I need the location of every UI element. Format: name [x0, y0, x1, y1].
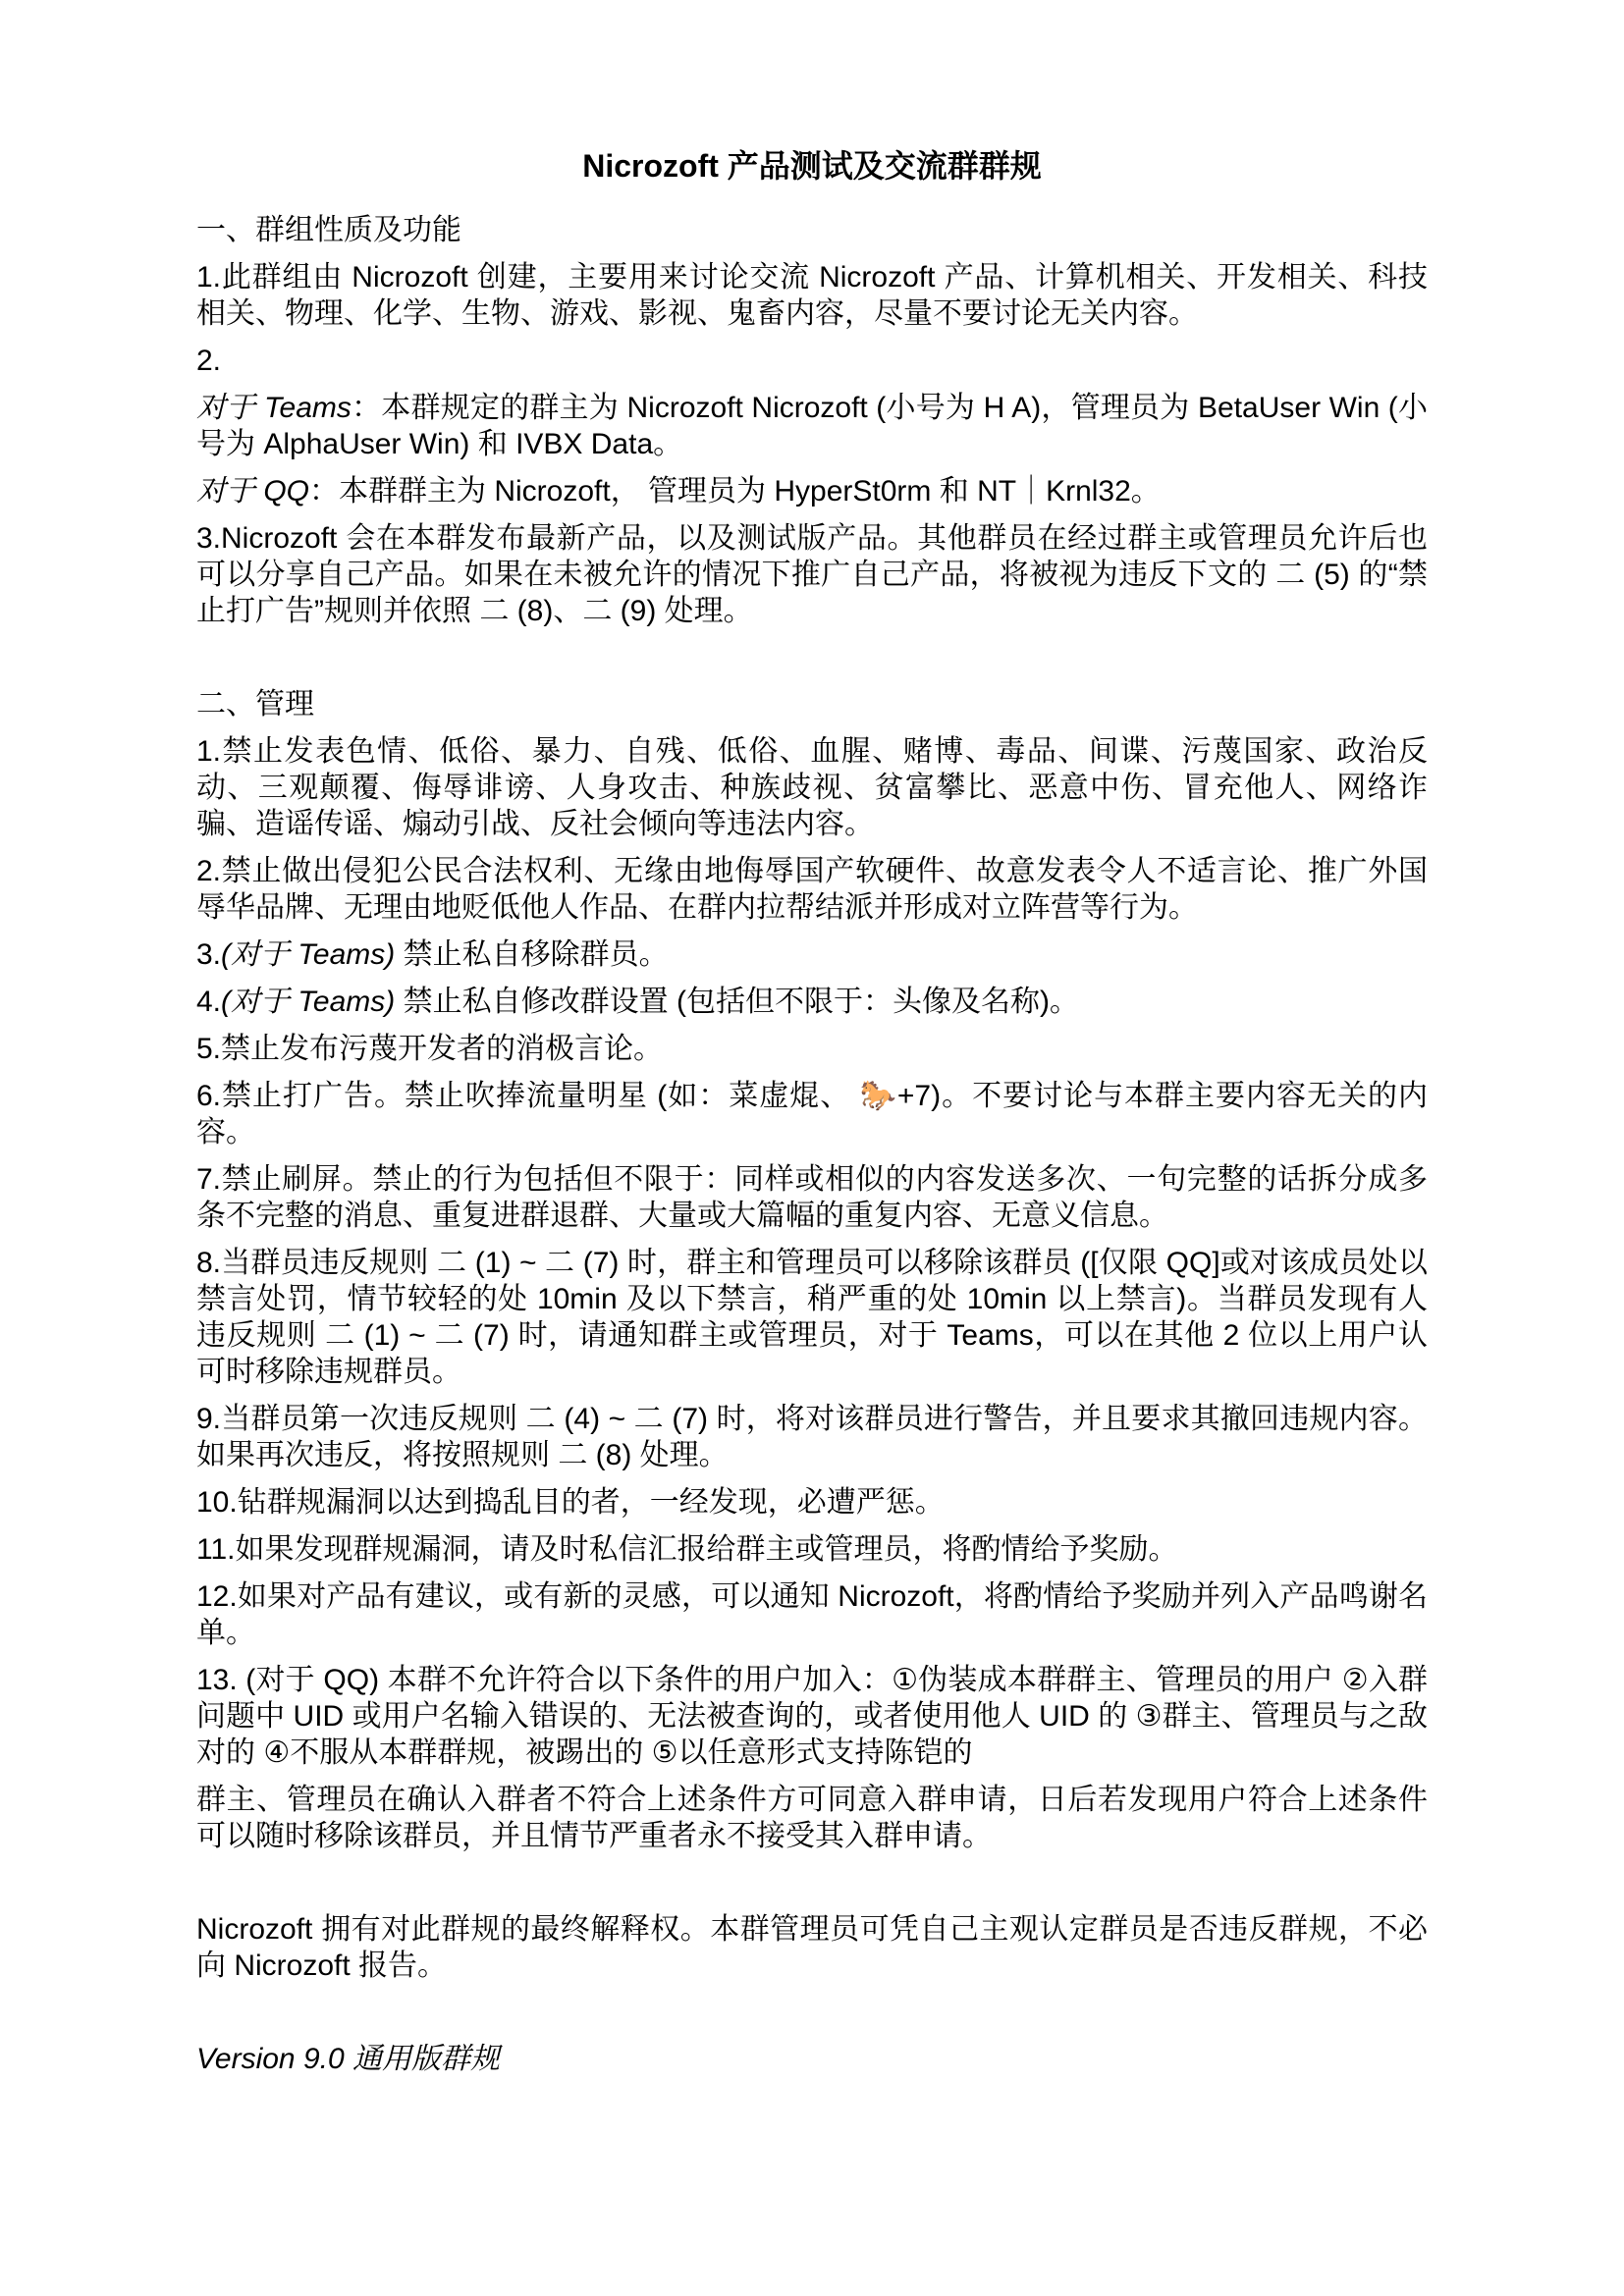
rule-3-text: 禁止私自移除群员。: [395, 938, 669, 971]
section-two-rule-9: 9.当群员第一次违反规则 二 (4) ~ 二 (7) 时，将对该群员进行警告，并且要求其撤回违规内容。如果再次违反，将按照规则 二 (8) 处理。: [196, 1403, 1428, 1471]
qq-owner-text: ：本群群主为 Nicrozoft， 管理员为 HyperSt0rm 和 NT｜Krnl32。: [309, 475, 1161, 507]
section-two-rule-11: 11.如果发现群规漏洞，请及时私信汇报给群主或管理员，将酌情给予奖励。: [196, 1533, 1178, 1566]
section-one-rule-1: 1.此群组由 Nicrozoft 创建，主要用来讨论交流 Nicrozoft 产品、计算机相关、开发相关、科技相关、物理、化学、生物、游戏、影视、鬼畜内容，尽量不要讨论无关内容。: [196, 261, 1428, 330]
section-two-rule-6: [196, 1078, 1428, 1150]
rule-4-number: 4.: [196, 986, 222, 1018]
version-note: Version 9.0 通用版群规: [196, 2043, 500, 2075]
document-title: Nicrozoft 产品测试及交流群群规: [582, 148, 1042, 184]
section-two-rule-5: 5.禁止发布污蔑开发者的消极言论。: [196, 1033, 664, 1065]
rule-4-text: 禁止私自修改群设置 (包括但不限于：头像及名称)。: [395, 986, 1079, 1018]
section-break: [196, 640, 1428, 686]
section-two-rule-2: 2.禁止做出侵犯公民合法权利、无缘由地侮辱国产软硬件、故意发表令人不适言论、推广外国辱华品牌、无理由地贬低他人作品、在群内拉帮结派并形成对立阵营等行为。: [196, 855, 1428, 924]
qq-scope-label: 对于 QQ: [196, 475, 310, 507]
section-two-rule-12: 12.如果对产品有建议，或有新的灵感，可以通知 Nicrozoft，将酌情给予奖励并列入产品鸣谢名单。: [196, 1580, 1428, 1649]
section-one-rule-2-number: 2.: [196, 345, 222, 377]
rule-3-scope-label: (对于 Teams): [221, 938, 396, 971]
section-one-rule-3: 3.Nicrozoft 会在本群发布最新产品，以及测试版产品。其他群员在经过群主或管理员允许后也可以分享自己产品。如果在未被允许的情况下推广自己产品，将被视为违反下文的 二 (5) 的“禁止打广告”规则并依照 二 (8)、二 (9) 处理。: [196, 522, 1428, 627]
section-two-rule-13: 13. (对于 QQ) 本群不允许符合以下条件的用户加入：①伪装成本群群主、管理员的用户 ②入群问题中 UID 或用户名输入错误的、无法被查询的，或者使用他人 UID 的 ③群主、管理员与之敌对的 ④不服从本群群规，被踢出的 ⑤以任意形式支持陈铠的: [196, 1664, 1428, 1769]
final-interpretation-note: Nicrozoft 拥有对此群规的最终解释权。本群管理员可凭自己主观认定群员是否违反群规，不必向 Nicrozoft 报告。: [196, 1913, 1428, 1982]
section-two-heading: 二、管理: [196, 688, 314, 721]
section-one-rule-2-teams: [196, 390, 1428, 462]
rule-4-scope-label: (对于 Teams): [221, 986, 396, 1018]
teams-owner-text: ：本群规定的群主为 Nicrozoft Nicrozoft (小号为 H A)，管理员为 BetaUser Win (小号为 AlphaUser Win) 和 IVBX Data。: [196, 392, 1429, 460]
rule-6-text-after-emoji: +7)。不要讨论与本群主要内容无关的内容。: [196, 1080, 1429, 1148]
section-two-rule-4: [196, 984, 1428, 1020]
section-two-rule-1: 1.禁止发表色情、低俗、暴力、自残、低俗、血腥、赌博、毒品、间谍、污蔑国家、政治反动、三观颠覆、侮辱诽谤、人身攻击、种族歧视、贫富攀比、恶意中伤、冒充他人、网络诈骗、造谣传谣、煽动引战、反社会倾向等违法内容。: [196, 735, 1428, 840]
section-two-rule-7: 7.禁止刷屏。禁止的行为包括但不限于：同样或相似的内容发送多次、一句完整的话拆分成多条不完整的消息、重复进群退群、大量或大篇幅的重复内容、无意义信息。: [196, 1163, 1428, 1232]
section-two-rule-10: 10.钻群规漏洞以达到捣乱目的者，一经发现，必遭严惩。: [196, 1486, 945, 1519]
section-one-heading: 一、群组性质及功能: [196, 214, 461, 246]
section-two-rule-13-followup: 群主、管理员在确认入群者不符合上述条件方可同意入群申请，日后若发现用户符合上述条件可以随时移除该群员，并且情节严重者永不接受其入群申请。: [196, 1784, 1428, 1852]
section-one-rule-2-qq: [196, 473, 1428, 509]
rule-6-text-before-emoji: 6.禁止打广告。禁止吹捧流量明星 (如：菜虚焜、: [196, 1080, 860, 1112]
section-two-rule-8: 8.当群员违反规则 二 (1) ~ 二 (7) 时，群主和管理员可以移除该群员 ([仅限 QQ]或对该成员处以禁言处罚，情节较轻的处 10min 及以下禁言，稍严重的处 10min 以上禁言)。当群员发现有人违反规则 二 (1) ~ 二 (7) 时，请通知群主或管理员，对于 Teams，可以在其他 2 位以上用户认可时移除违规群员。: [196, 1247, 1428, 1388]
rule-3-number: 3.: [196, 938, 222, 971]
section-break: [196, 1865, 1428, 1911]
teams-scope-label: 对于 Teams: [196, 392, 352, 424]
horse-emoji: 🐎: [859, 1080, 897, 1112]
section-break: [196, 1995, 1428, 2041]
section-two-rule-3: [196, 936, 1428, 973]
